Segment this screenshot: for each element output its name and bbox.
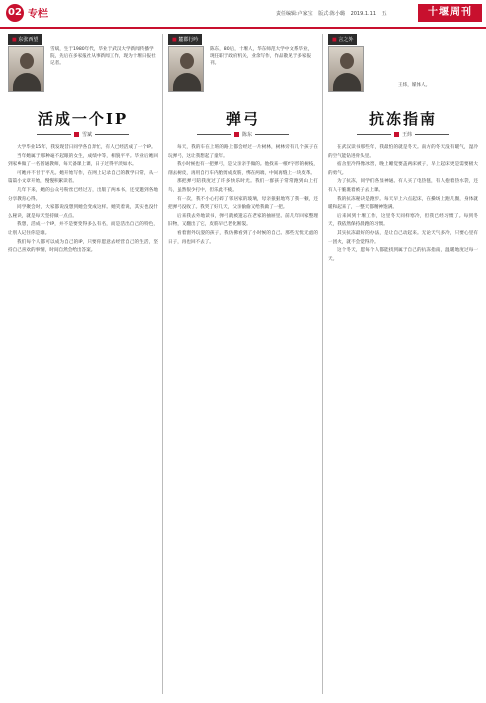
paragraph: 我想，活成一个IP，并不是要变得多么有名，而是活出自己的特色，让别人记住你是谁。: [8, 222, 158, 236]
article-title: 活成一个IP: [37, 110, 129, 128]
paragraph: 宿舍里冷得像冰窖，晚上睡觉要盖两床被子，早上起床更是需要极大的勇气。: [328, 162, 478, 176]
column-2: [168, 34, 318, 694]
column-tag: ■ 东张西望: [8, 34, 42, 45]
author-box: [168, 34, 318, 104]
article-header: [8, 108, 158, 138]
byline-mark-icon: [234, 132, 239, 137]
issue-date: 2019.1.11: [350, 11, 377, 17]
author-box: [8, 34, 158, 104]
author-portrait: [168, 46, 204, 92]
section-name: 专栏: [28, 9, 48, 20]
article-byline: 陈东: [168, 131, 318, 138]
column-tag: ■ 麓郡行吟: [168, 34, 202, 45]
paragraph: 那把弹弓陪我度过了许多快乐时光。我们一群孩子常常跑到山上打鸟，虽然很少打中，但乐此不疲。: [168, 179, 318, 193]
column-1: [8, 34, 158, 694]
paragraph: 大学毕业15年，我发现昔日同学各自奔忙，有人已经活成了一个IP。: [17, 145, 156, 150]
article-body: [328, 144, 478, 264]
editor-credits: [276, 10, 391, 17]
paragraph: 为了抗冻，同学们各显神通。有人买了电热毯，有人抱着热水袋，还有人干脆裹着被子去上课。: [328, 179, 478, 193]
paragraph: 每天，我的车在上班的路上都会经过一片树林，树林旁有几个孩子在玩弹弓，这让我想起了童年。: [168, 145, 318, 159]
column-divider: [322, 34, 323, 694]
article-body: [8, 144, 158, 256]
author-bio: 陈东，80后，十堰人，华东师范大学中文系毕业，现任职于政府机关，业余写作，作品散见于多家报刊。: [210, 47, 313, 66]
author-box: [328, 34, 478, 104]
paragraph: 有一次，我不小心打碎了邻居家的玻璃，母亲狠狠地骂了我一顿，还把弹弓没收了。我哭了好几天，父亲偷偷又给我做了一把。: [168, 196, 318, 211]
column-tag: ■ 言之外: [328, 34, 357, 45]
column-3: [328, 34, 478, 694]
paragraph: 其实抗冻最好的办法，是让自己动起来。无论天气多冷，只要心里有一团火，就不会觉得冷。: [328, 230, 478, 245]
byline-mark-icon: [394, 132, 399, 137]
masthead-logo: 十堰周刊: [418, 4, 482, 22]
editor-name: 责任编辑:卢家宝: [276, 11, 313, 17]
issue-weekday: 五: [381, 11, 387, 17]
article-byline: 王炜: [328, 131, 478, 138]
article-header: [328, 108, 478, 138]
paragraph: 当年她属于那种毫不起眼的女生，成绩中等，相貌平平。毕业后她回到家乡做了一名普通教师，每天备课上课，日子过得平淡如水。: [8, 153, 158, 168]
page-header: [0, 0, 486, 30]
paragraph: 后来我去外地读书，弹弓就被遗忘在老家的抽屉里。前几年回家整理旧物，又翻出了它，皮筋早已老化断裂。: [168, 213, 318, 228]
author-bio: 王炜，媒体人。: [398, 83, 431, 88]
paragraph: 我小时候也有一把弹弓，是父亲亲手做的。他找来一根Y字形的树枝，削去树皮，再用自行车内胎剪成皮筋，绑在两端，中间再缝上一块皮革。: [168, 162, 318, 176]
paragraph: 这个冬天，愿每个人都能找到属于自己的抗冻指南，温暖地度过每一天。: [328, 248, 478, 262]
page-number: 02: [6, 4, 24, 22]
author-portrait: [8, 46, 44, 92]
paragraph: 看着窗外玩耍的孩子，我仿佛看到了小时候的自己。那些无忧无虑的日子，再也回不去了。: [168, 230, 318, 245]
author-portrait: [328, 46, 364, 92]
article-title: 弹弓: [225, 110, 260, 128]
paragraph: 后来回到十堰工作，这里冬天同样寒冷，但我已经习惯了。每到冬天，我依然保持晨跑的习惯。: [328, 213, 478, 228]
layout-name: 版式:陈小璐: [318, 11, 345, 17]
column-divider: [162, 34, 163, 694]
article-title: 抗冻指南: [368, 110, 437, 128]
byline-mark-icon: [74, 132, 79, 137]
header-rule: [0, 27, 486, 29]
paragraph: 可她并不甘于平凡。她开始写作，在网上记录自己的教学日常，从一篇篇小文章开始，慢慢积累读者。: [8, 170, 158, 185]
paragraph: 几年下来，她的公众号粉丝已经过万，出版了两本书，还受邀到各地分享教育心得。: [8, 187, 158, 202]
paragraph: 我们每个人都可以成为自己的IP，只要你愿意去经营自己的生活，坚持自己喜欢的事情，时间自然会给出答案。: [8, 239, 158, 254]
article-byline: 雪斌: [8, 131, 158, 138]
article-body: [168, 144, 318, 247]
article-header: [168, 108, 318, 138]
paragraph: 我的抗冻秘诀是跑步。每天早上六点起床，在操场上跑几圈，身体就暖和起来了，一整天都精神饱满。: [328, 196, 478, 211]
paragraph: 在武汉读书那些年，我最怕的就是冬天。南方的冬天没有暖气，湿冷的空气能钻进骨头里。: [328, 145, 478, 159]
paragraph: 同学聚会时，大家都说没想到她会变成这样。她笑着说，其实也没什么秘诀，就是每天坚持做一点点。: [8, 205, 158, 219]
author-bio: 雪斌，生于1980年代，毕业于武汉大学新闻传播学院，先后在多家报社从事新闻工作，现为十堰日报社记者。: [50, 47, 156, 66]
